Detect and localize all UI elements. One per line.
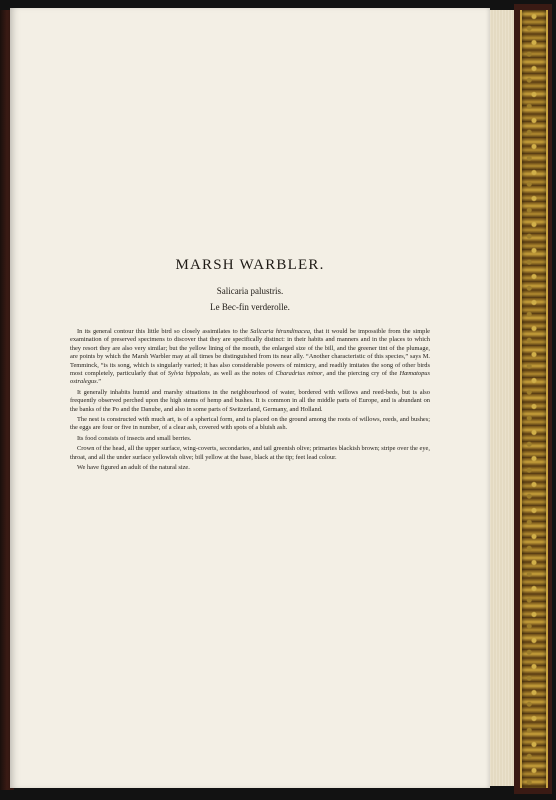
text-block [70, 257, 430, 475]
italic-term: Hæmatopus ostralegus [70, 370, 430, 386]
text-run: The nest is constructed with much art, is of a spherical form, and is placed on the ground among the roots of willows, reeds, and bushes; the eggs are four or five in number, of a clear ash, covered with spots of a bluish ash. [70, 416, 430, 432]
text-run: We have figured an adult of the natural size. [77, 464, 190, 472]
page-title: MARSH WARBLER. [175, 257, 325, 273]
italic-term: Salicaria hirundinacea [250, 328, 310, 335]
text-run: In its general contour this little bird so closely assimilates to the [77, 328, 251, 335]
text-run: It generally inhabits humid and marshy situations in the neighbourhood of water, bordered with willows and reed-beds, but is also frequently observed perched upon the high stems of hemp and bushes. It is common in all the middle parts of Europe, and is abundant on the banks of the Po and the Danube, and also in some parts of Switzerland, Germany, and Holland. [70, 388, 430, 413]
text-run: .” [96, 378, 102, 386]
latin-name: Salicaria palustris. [216, 286, 284, 296]
paragraph [70, 389, 430, 414]
paragraph [70, 416, 430, 433]
text-run: , that it would be impossible from the simple examination of preserved specimens to discover that they are specifically distinct: in their habits and manners and in the places to which they resort they are also very similar; but the yellow lining of the mouth, the enlarged size of the bill, and the greener tint of the plumage, are points by which the Marsh Warbler may at all times be distinguished from its near ally. “Another characteristic of this species,” says M. Temminck, “is its song, which is singularly varied; it has also considerable powers of mimicry, and readily imitates the song of other birds most completely, particularly that of [70, 328, 430, 378]
paragraph [70, 445, 430, 462]
text-run: , and the piercing cry of the [322, 370, 400, 378]
italic-term: Sylvia hippolais [167, 370, 210, 378]
paragraph [70, 328, 430, 387]
gilt-border-ornament [520, 10, 548, 788]
text-run: Crown of the head, all the upper surface, wing-coverts, secondaries, and tail greenish olive; primaries blackish brown; stripe over the eye, throat, and all the under surface yellowish olive; bill yellow at the base, black at the tip; feet lead colour. [70, 445, 430, 461]
text-run: , as well as the notes of [209, 370, 276, 378]
italic-term: Charadrius minor [275, 370, 323, 378]
paragraph [70, 464, 430, 472]
page-edges [490, 10, 515, 786]
french-name: Le Bec-fin verderolle. [210, 302, 290, 312]
paragraph [70, 435, 430, 443]
body-text [70, 328, 430, 473]
text-run: Its food consists of insects and small berries. [77, 434, 192, 442]
